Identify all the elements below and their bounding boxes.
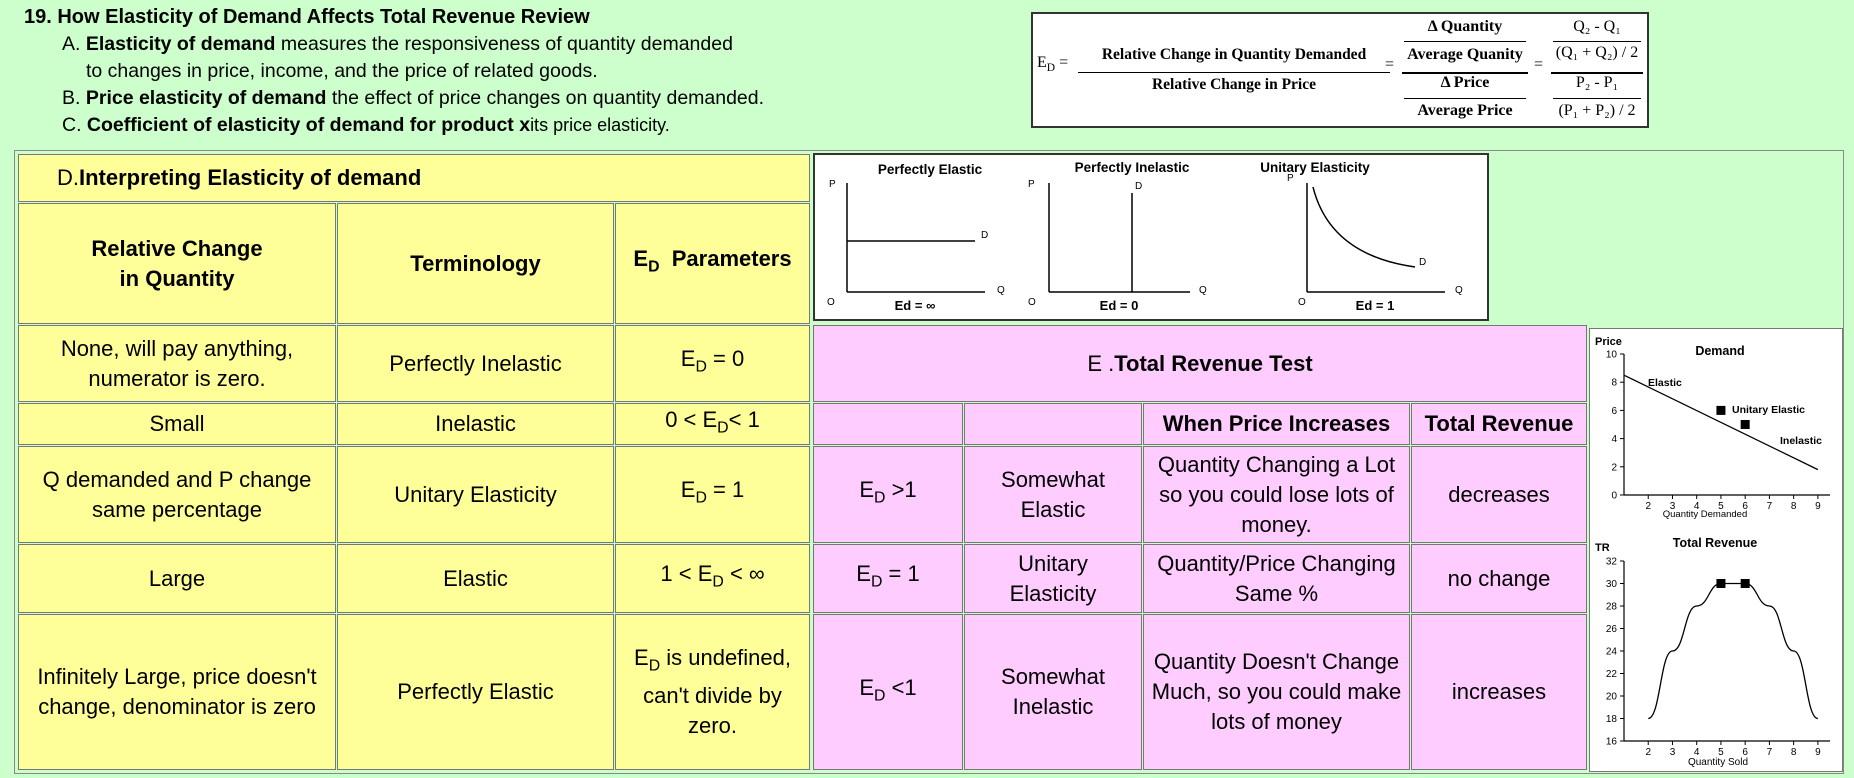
graph-perfectly-elastic-ed: Ed = ∞: [894, 298, 936, 313]
row-perfectly-elastic-change: Infinitely Large, price doesn't change, denominator is zero: [18, 614, 336, 770]
y-tick-label: 32: [1605, 556, 1617, 568]
elasticity-formula: $E_D$ = Relative Change in Quantity Demanded Relative Change in Price = Δ Quantity Average Quanity Δ Price Average Price = Q₂ - Q₁ (Q₁ + Q₂) / 2 P₂ - P₁ (P₁ + P₂) / 2: [1031, 12, 1649, 128]
x-tick-label: 4: [1693, 501, 1700, 512]
svg-text:O: O: [827, 297, 835, 308]
tr-row-inelastic-revenue: increases: [1411, 614, 1587, 770]
tr-row-elastic-price: Quantity Changing a Lot so you could lose lots of money.: [1143, 446, 1410, 543]
section-e-title: E . Total Revenue Test: [813, 325, 1587, 402]
y-tick-label: 18: [1605, 714, 1617, 725]
page-title: 19. How Elasticity of Demand Affects Total Revenue Review: [24, 6, 590, 28]
tr-row-elastic-ed: $E_D >1$: [813, 446, 963, 543]
tr-row-unitary-revenue: no change: [1411, 544, 1587, 613]
formula-den2a: Δ Price: [1440, 74, 1490, 91]
data-point-marker: [1716, 579, 1725, 588]
total-revenue-chart: [1606, 557, 1830, 759]
tr-header-blank-1: [813, 403, 963, 445]
col-header-parameters: $E_D$ Parameters: [615, 203, 810, 324]
y-tick-label: 4: [1611, 434, 1617, 446]
graph-unitary-ed: Ed = 1: [1355, 298, 1395, 313]
demand-annotation-inelastic: Inelastic: [1780, 435, 1823, 447]
y-tick-label: 6: [1611, 405, 1617, 417]
svg-text:Q: Q: [1455, 285, 1463, 296]
row-perfectly-elastic-term: Perfectly Elastic: [337, 614, 614, 770]
tr-row-inelastic-type: Somewhat Inelastic: [964, 614, 1142, 770]
x-tick-label: 2: [1645, 747, 1652, 758]
x-tick-label: 3: [1669, 501, 1676, 512]
formula-num3b: (Q₁ + Q₂) / 2: [1555, 44, 1639, 61]
tr-xlabel: Quantity Sold: [1687, 757, 1749, 768]
row-inelastic-change: Small: [18, 403, 336, 445]
demand-annotation-elastic: Elastic: [1648, 377, 1682, 389]
y-tick-label: 2: [1611, 462, 1617, 474]
tr-title: Total Revenue: [1672, 536, 1758, 550]
svg-text:D: D: [1135, 181, 1143, 192]
x-tick-label: 5: [1718, 747, 1724, 758]
x-tick-label: 3: [1669, 747, 1676, 758]
row-elastic-term: Elastic: [337, 544, 614, 613]
y-tick-label: 20: [1605, 691, 1617, 703]
formula-num2b: Average Quanity: [1407, 46, 1523, 63]
x-tick-label: 5: [1718, 501, 1724, 512]
demand-xlabel: Quantity Demanded: [1662, 509, 1748, 520]
demand-ylabel: Price: [1595, 336, 1622, 348]
y-tick-label: 16: [1605, 736, 1617, 748]
formula-den2b: Average Price: [1417, 102, 1513, 119]
graph-perfectly-inelastic-ed: Ed = 0: [1099, 298, 1139, 313]
row-unitary-param: $E_D = 1$: [615, 446, 810, 543]
demand-and-revenue-charts: [1589, 328, 1843, 772]
svg-text:O: O: [1298, 297, 1306, 308]
x-tick-label: 6: [1742, 501, 1748, 512]
elasticity-mini-graphs: [813, 153, 1489, 321]
col-header-terminology: Terminology: [337, 203, 614, 324]
row-perfectly-elastic-param: $E_D$ is undefined, can't divide by zero.: [615, 614, 810, 770]
formula-num1: Relative Change in Quantity Demanded: [1101, 46, 1367, 63]
svg-text:Q: Q: [997, 285, 1005, 296]
formula-den3a: P₂ - P₁: [1575, 74, 1619, 91]
svg-text:D: D: [981, 230, 989, 241]
x-tick-label: 9: [1815, 747, 1821, 758]
formula-lhs: $E_D$ =: [1037, 54, 1069, 75]
row-perfectly-inelastic-term: Perfectly Inelastic: [337, 325, 614, 402]
charts-svg: [1590, 329, 1841, 770]
x-tick-label: 7: [1766, 747, 1773, 758]
point-a-line2: to changes in price, income, and the price of related goods.: [86, 60, 598, 82]
formula-den3b: (P₁ + P₂) / 2: [1558, 102, 1636, 119]
point-a: A. Elasticity of demand measures the responsiveness of quantity demanded: [62, 33, 733, 55]
formula-num2a: Δ Quantity: [1427, 18, 1503, 35]
x-tick-label: 9: [1815, 501, 1821, 512]
graph-unitary-title: Unitary Elasticity: [1260, 160, 1370, 175]
x-tick-label: 7: [1766, 501, 1773, 512]
tr-header-price-increases: When Price Increases: [1143, 403, 1410, 445]
tr-row-inelastic-price: Quantity Doesn't Change Much, so you could make lots of money: [1143, 614, 1410, 770]
demand-annotation-unitary: Unitary Elastic: [1732, 404, 1805, 416]
tr-header-total-revenue: Total Revenue: [1411, 403, 1587, 445]
graph-perfectly-elastic-title: Perfectly Elastic: [877, 162, 983, 177]
unitary-demand-curve: [1313, 187, 1415, 267]
row-unitary-term: Unitary Elasticity: [337, 446, 614, 543]
svg-text:P: P: [1028, 179, 1035, 190]
x-tick-label: 2: [1645, 501, 1652, 512]
y-tick-label: 0: [1611, 490, 1617, 502]
svg-text:P: P: [1287, 173, 1294, 184]
row-inelastic-term: Inelastic: [337, 403, 614, 445]
y-tick-label: 24: [1605, 646, 1617, 658]
series-line: [1624, 375, 1818, 469]
y-tick-label: 10: [1605, 349, 1617, 361]
x-tick-label: 4: [1693, 747, 1700, 758]
svg-text:D: D: [1419, 257, 1427, 268]
section-d-title: D. Interpreting Elasticity of demand: [18, 154, 810, 202]
y-tick-label: 8: [1611, 377, 1617, 389]
svg-text:P: P: [829, 179, 836, 190]
tr-row-unitary-ed: $E_D = 1$: [813, 544, 963, 613]
tr-row-unitary-price: Quantity/Price Changing Same %: [1143, 544, 1410, 613]
data-point-marker: [1741, 579, 1750, 588]
formula-num3a: Q₂ - Q₁: [1573, 18, 1621, 35]
x-tick-label: 6: [1742, 747, 1748, 758]
y-tick-label: 22: [1605, 669, 1617, 680]
series-line: [1648, 584, 1818, 719]
svg-text:Q: Q: [1199, 285, 1207, 296]
point-c: C. Coefficient of elasticity of demand for product xits price elasticity.: [62, 114, 670, 136]
review-header: [24, 4, 824, 139]
row-elastic-change: Large: [18, 544, 336, 613]
demand-title: Demand: [1695, 344, 1745, 358]
tr-row-elastic-revenue: decreases: [1411, 446, 1587, 543]
tr-row-elastic-type: Somewhat Elastic: [964, 446, 1142, 543]
mini-graphs-svg: [815, 155, 1487, 319]
row-perfectly-inelastic-param: $E_D = 0$: [615, 325, 810, 402]
row-inelastic-param: $0 < E_D< 1$: [615, 403, 810, 445]
row-unitary-change: Q demanded and P change same percentage: [18, 446, 336, 543]
y-tick-label: 26: [1605, 624, 1617, 635]
tr-header-blank-2: [964, 403, 1142, 445]
formula-den1: Relative Change in Price: [1151, 76, 1316, 93]
row-elastic-param: $1 < E_D$ < ∞: [615, 544, 810, 613]
data-point-marker: [1716, 406, 1725, 415]
x-tick-label: 8: [1790, 747, 1797, 758]
tr-row-inelastic-ed: $E_D <1$: [813, 614, 963, 770]
tr-ylabel: TR: [1595, 542, 1610, 554]
y-tick-label: 30: [1605, 579, 1617, 590]
tr-row-unitary-type: Unitary Elasticity: [964, 544, 1142, 613]
demand-chart: [1606, 350, 1830, 513]
x-tick-label: 8: [1790, 501, 1797, 512]
svg-text:O: O: [1028, 297, 1036, 308]
row-perfectly-inelastic-change: None, will pay anything, numerator is zero.: [18, 325, 336, 402]
col-header-relative-change: Relative Change in Quantity: [18, 203, 336, 324]
point-b: B. Price elasticity of demand the effect of price changes on quantity demanded.: [62, 87, 765, 109]
data-point-marker: [1741, 420, 1750, 429]
graph-perfectly-inelastic-title: Perfectly Inelastic: [1074, 160, 1190, 175]
y-tick-label: 28: [1605, 601, 1617, 613]
